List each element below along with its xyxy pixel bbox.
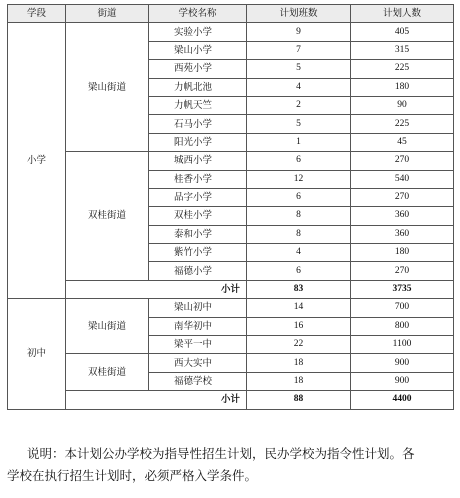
planned-classes-cell: 2 <box>247 96 351 114</box>
street-cell: 梁山街道 <box>66 299 149 354</box>
school-name-cell: 力帆天竺 <box>149 96 247 114</box>
planned-students-cell: 90 <box>351 96 454 114</box>
planned-classes-cell: 8 <box>247 225 351 243</box>
planned-classes-cell: 7 <box>247 41 351 59</box>
planned-students-cell: 700 <box>351 299 454 317</box>
school-name-cell: 福德学校 <box>149 372 247 390</box>
subtotal-row <box>8 280 454 298</box>
street-cell: 双桂街道 <box>66 354 149 391</box>
subtotal-label-cell: 小计 <box>66 280 247 298</box>
street-cell: 双桂街道 <box>66 152 149 281</box>
header-cell-street: 街道 <box>66 5 149 23</box>
planned-students-cell: 900 <box>351 372 454 390</box>
planned-students-cell: 225 <box>351 60 454 78</box>
table-row <box>8 152 454 170</box>
planned-classes-cell: 5 <box>247 115 351 133</box>
planned-classes-cell: 6 <box>247 188 351 206</box>
planned-classes-cell: 18 <box>247 372 351 390</box>
school-name-cell: 桂香小学 <box>149 170 247 188</box>
planned-students-cell: 45 <box>351 133 454 151</box>
subtotal-students-cell: 3735 <box>351 280 454 298</box>
enrollment-plan-table <box>7 4 454 410</box>
subtotal-classes-cell: 83 <box>247 280 351 298</box>
planned-students-cell: 270 <box>351 188 454 206</box>
planned-students-cell: 180 <box>351 244 454 262</box>
school-name-cell: 西苑小学 <box>149 60 247 78</box>
planned-classes-cell: 1 <box>247 133 351 151</box>
planned-students-cell: 225 <box>351 115 454 133</box>
planned-classes-cell: 14 <box>247 299 351 317</box>
stage-cell: 初中 <box>8 299 66 409</box>
school-name-cell: 西大实中 <box>149 354 247 372</box>
school-name-cell: 南华初中 <box>149 317 247 335</box>
planned-students-cell: 360 <box>351 225 454 243</box>
table-row <box>8 354 454 372</box>
planned-classes-cell: 9 <box>247 23 351 41</box>
planned-students-cell: 360 <box>351 207 454 225</box>
planned-students-cell: 270 <box>351 152 454 170</box>
school-name-cell: 梁平一中 <box>149 336 247 354</box>
note-line-2: 学校在执行招生计划时，必须严格入学条件。 <box>7 468 258 483</box>
planned-students-cell: 900 <box>351 354 454 372</box>
planned-students-cell: 405 <box>351 23 454 41</box>
subtotal-row <box>8 391 454 409</box>
planned-students-cell: 270 <box>351 262 454 280</box>
table-row <box>8 23 454 41</box>
planned-students-cell: 315 <box>351 41 454 59</box>
planned-students-cell: 1100 <box>351 336 454 354</box>
planned-classes-cell: 4 <box>247 244 351 262</box>
school-name-cell: 紫竹小学 <box>149 244 247 262</box>
planned-classes-cell: 22 <box>247 336 351 354</box>
street-cell: 梁山街道 <box>66 23 149 152</box>
header-cell-classes: 计划班数 <box>247 5 351 23</box>
header-cell-students: 计划人数 <box>351 5 454 23</box>
planned-classes-cell: 12 <box>247 170 351 188</box>
planned-classes-cell: 4 <box>247 78 351 96</box>
header-row <box>8 5 454 23</box>
school-name-cell: 实验小学 <box>149 23 247 41</box>
planned-classes-cell: 18 <box>247 354 351 372</box>
explanatory-note <box>7 443 453 487</box>
planned-classes-cell: 6 <box>247 152 351 170</box>
subtotal-classes-cell: 88 <box>247 391 351 409</box>
school-name-cell: 石马小学 <box>149 115 247 133</box>
planned-classes-cell: 6 <box>247 262 351 280</box>
planned-students-cell: 180 <box>351 78 454 96</box>
school-name-cell: 梁山初中 <box>149 299 247 317</box>
planned-classes-cell: 5 <box>247 60 351 78</box>
school-name-cell: 城西小学 <box>149 152 247 170</box>
school-name-cell: 力帆北池 <box>149 78 247 96</box>
header-cell-school: 学校名称 <box>149 5 247 23</box>
subtotal-students-cell: 4400 <box>351 391 454 409</box>
table-row <box>8 299 454 317</box>
stage-cell: 小学 <box>8 23 66 299</box>
enrollment-document <box>7 4 453 410</box>
planned-classes-cell: 8 <box>247 207 351 225</box>
note-line-1: 说明：本计划公办学校为指导性招生计划，民办学校为指令性计划。各 <box>27 446 415 461</box>
school-name-cell: 泰和小学 <box>149 225 247 243</box>
planned-classes-cell: 16 <box>247 317 351 335</box>
school-name-cell: 双桂小学 <box>149 207 247 225</box>
planned-students-cell: 800 <box>351 317 454 335</box>
header-cell-stage: 学段 <box>8 5 66 23</box>
school-name-cell: 阳光小学 <box>149 133 247 151</box>
school-name-cell: 福德小学 <box>149 262 247 280</box>
school-name-cell: 梁山小学 <box>149 41 247 59</box>
table-body <box>8 5 454 410</box>
planned-students-cell: 540 <box>351 170 454 188</box>
school-name-cell: 品字小学 <box>149 188 247 206</box>
subtotal-label-cell: 小计 <box>66 391 247 409</box>
